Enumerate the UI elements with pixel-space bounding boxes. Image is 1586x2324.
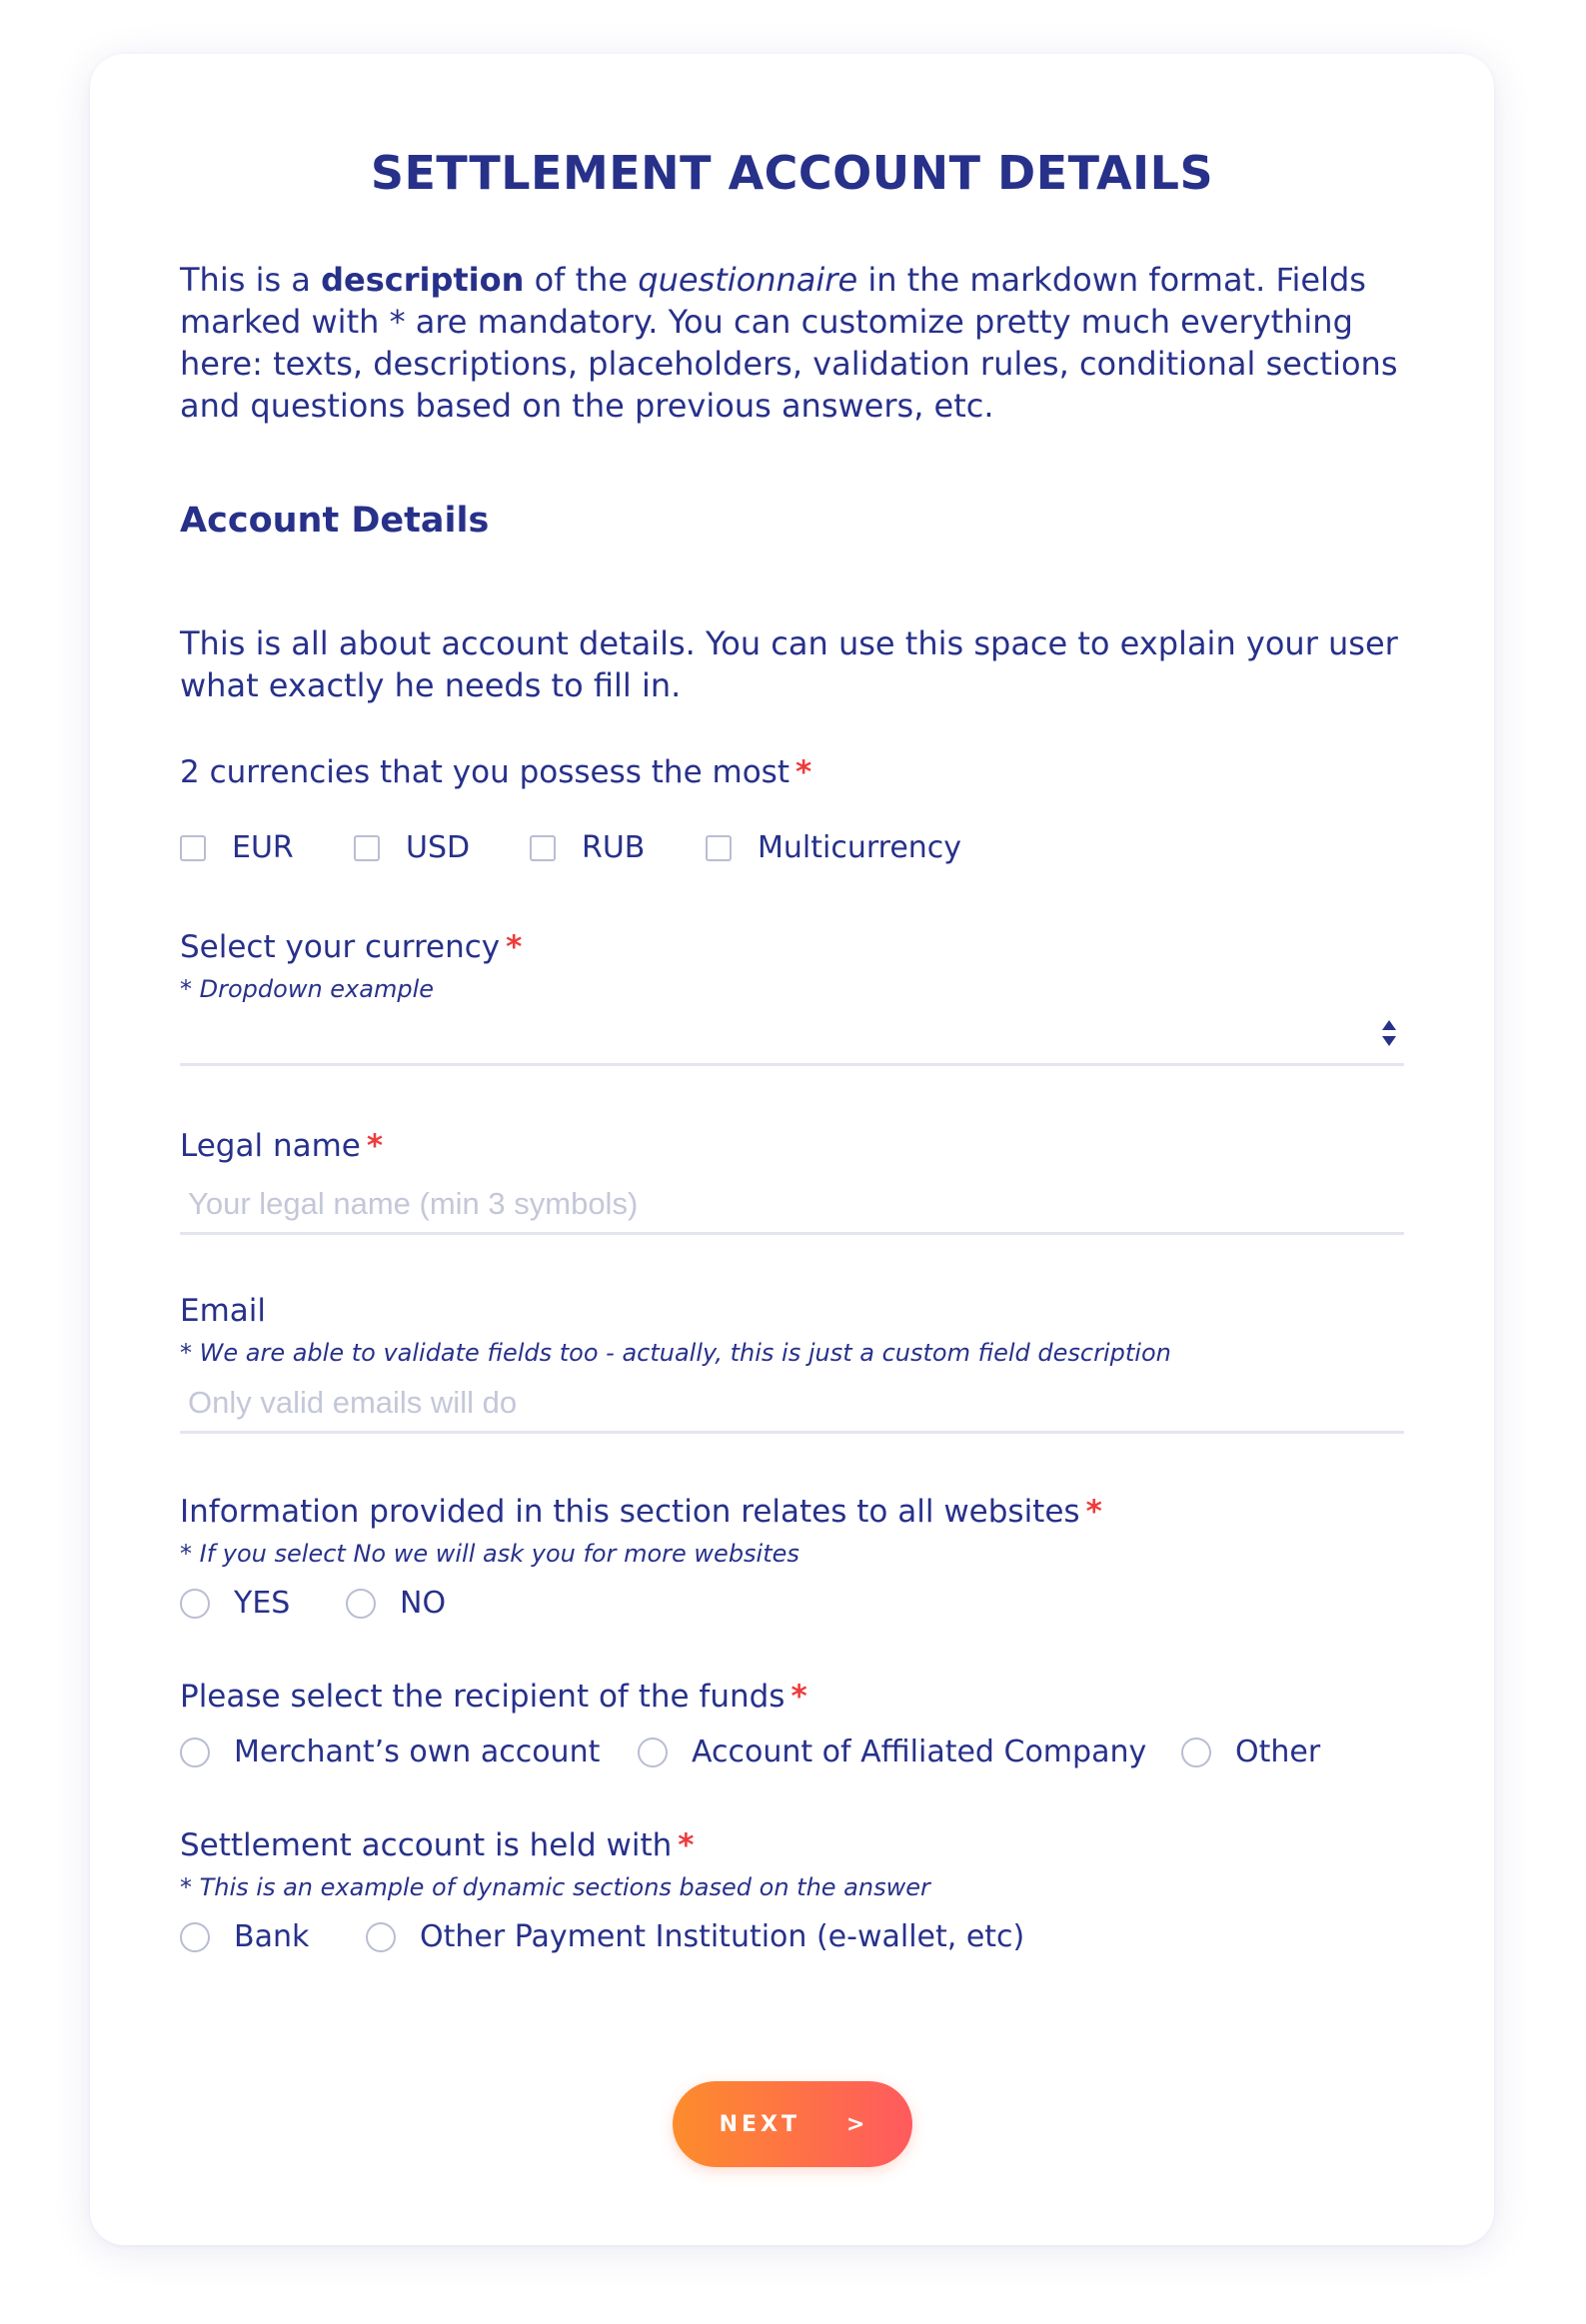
recipient-label-text: Please select the recipient of the funds	[180, 1679, 786, 1716]
currency-option-label: RUB	[582, 830, 646, 866]
websites-label	[180, 1494, 1404, 1530]
radio-option-label: Other	[1235, 1735, 1321, 1770]
currency-option-usd[interactable]	[354, 830, 530, 865]
currencies-label	[180, 754, 1404, 790]
currencies-options	[180, 830, 1404, 865]
held-with-label	[180, 1827, 1404, 1863]
eur-checkbox[interactable]	[180, 835, 206, 861]
recipient-options	[180, 1735, 1404, 1769]
recipient-option-affiliated[interactable]	[638, 1735, 1181, 1769]
legal-name-label	[180, 1128, 1404, 1164]
radio-option-label: Account of Affiliated Company	[692, 1735, 1147, 1770]
websites-options	[180, 1586, 1404, 1621]
radio-option-label: Bank	[234, 1919, 310, 1955]
radio-option-label: NO	[400, 1586, 447, 1622]
held-with-hint: * This is an example of dynamic sections based on the answer	[180, 1873, 930, 1902]
recipient-option-merchant[interactable]	[180, 1735, 638, 1769]
legal-name-input[interactable]	[180, 1180, 1404, 1235]
chevron-right-icon: >	[845, 2111, 865, 2137]
websites-option-yes[interactable]	[180, 1586, 346, 1621]
multicurrency-checkbox[interactable]	[706, 835, 732, 861]
intro-text-bold: description	[321, 261, 525, 300]
legal-name-label-text: Legal name	[180, 1128, 361, 1165]
held-with-option-payment-institution[interactable]	[366, 1919, 1024, 1954]
intro-text-part: in the markdown format. Fields marked with * are mandatory. You can customize pretty much everything here: texts, descriptions, placeholders, validation rules, conditional sections and questions based on the previous answers, etc.	[180, 261, 1398, 426]
radio-option-label: Merchant’s own account	[234, 1735, 601, 1770]
recipient-field	[180, 1679, 1404, 1769]
merchant-radio[interactable]	[180, 1738, 210, 1767]
currency-option-multicurrency[interactable]	[706, 830, 961, 865]
currency-dropdown[interactable]	[180, 1003, 1404, 1066]
no-radio[interactable]	[346, 1589, 376, 1619]
legal-name-field	[180, 1128, 1404, 1235]
questionnaire-card	[90, 54, 1494, 2245]
select-arrows-icon	[1380, 1017, 1398, 1049]
recipient-label	[180, 1679, 1404, 1715]
email-hint: * We are able to validate fields too - actually, this is just a custom field description	[180, 1339, 1171, 1368]
intro-text	[180, 259, 1404, 427]
section-description: This is all about account details. You can use this space to explain your user what exactly he needs to fill in.	[180, 624, 1398, 705]
next-button-wrap	[90, 2081, 1494, 2167]
intro-text-italic: questionnaire	[638, 261, 858, 300]
rub-checkbox[interactable]	[530, 835, 556, 861]
email-label: Email	[180, 1293, 267, 1330]
required-mark: *	[1085, 1494, 1102, 1531]
next-button-label: NEXT	[719, 2111, 800, 2137]
recipient-option-other[interactable]	[1181, 1735, 1320, 1769]
currency-option-label: EUR	[232, 830, 294, 866]
currency-option-eur[interactable]	[180, 830, 354, 865]
currencies-label-text: 2 currencies that you possess the most	[180, 754, 790, 791]
websites-hint: * If you select No we will ask you for more websites	[180, 1540, 799, 1569]
required-mark: *	[506, 929, 523, 966]
page-title: SETTLEMENT ACCOUNT DETAILS	[370, 146, 1214, 200]
websites-field	[180, 1494, 1404, 1621]
currencies-field	[180, 754, 1404, 865]
radio-option-label: Other Payment Institution (e-wallet, etc)	[420, 1919, 1025, 1955]
bank-radio[interactable]	[180, 1922, 210, 1952]
required-mark: *	[678, 1827, 695, 1864]
currency-option-rub[interactable]	[530, 830, 706, 865]
yes-radio[interactable]	[180, 1589, 210, 1619]
section-title: Account Details	[180, 501, 490, 542]
other-radio[interactable]	[1181, 1738, 1211, 1767]
intro-text-part: of the	[524, 261, 639, 300]
currency-select-hint: * Dropdown example	[180, 975, 435, 1004]
usd-checkbox[interactable]	[354, 835, 380, 861]
held-with-options	[180, 1919, 1404, 1954]
held-with-option-bank[interactable]	[180, 1919, 366, 1954]
email-input[interactable]	[180, 1379, 1404, 1434]
required-mark: *	[794, 754, 812, 791]
email-field	[180, 1293, 1404, 1434]
websites-label-text: Information provided in this section relates to all websites	[180, 1494, 1080, 1531]
payment-institution-radio[interactable]	[366, 1922, 396, 1952]
currency-select-label-text: Select your currency	[180, 929, 501, 966]
radio-option-label: YES	[234, 1586, 291, 1622]
websites-option-no[interactable]	[346, 1586, 446, 1621]
intro-text-part: This is a	[180, 261, 322, 300]
currency-option-label: Multicurrency	[758, 830, 962, 866]
next-button[interactable]	[673, 2081, 912, 2167]
currency-option-label: USD	[406, 830, 471, 866]
held-with-field	[180, 1827, 1404, 1954]
required-mark: *	[791, 1679, 807, 1716]
affiliated-radio[interactable]	[638, 1738, 668, 1767]
currency-select-label	[180, 929, 1404, 965]
currency-select-field	[180, 929, 1404, 1066]
held-with-label-text: Settlement account is held with	[180, 1827, 673, 1864]
required-mark: *	[366, 1128, 384, 1165]
